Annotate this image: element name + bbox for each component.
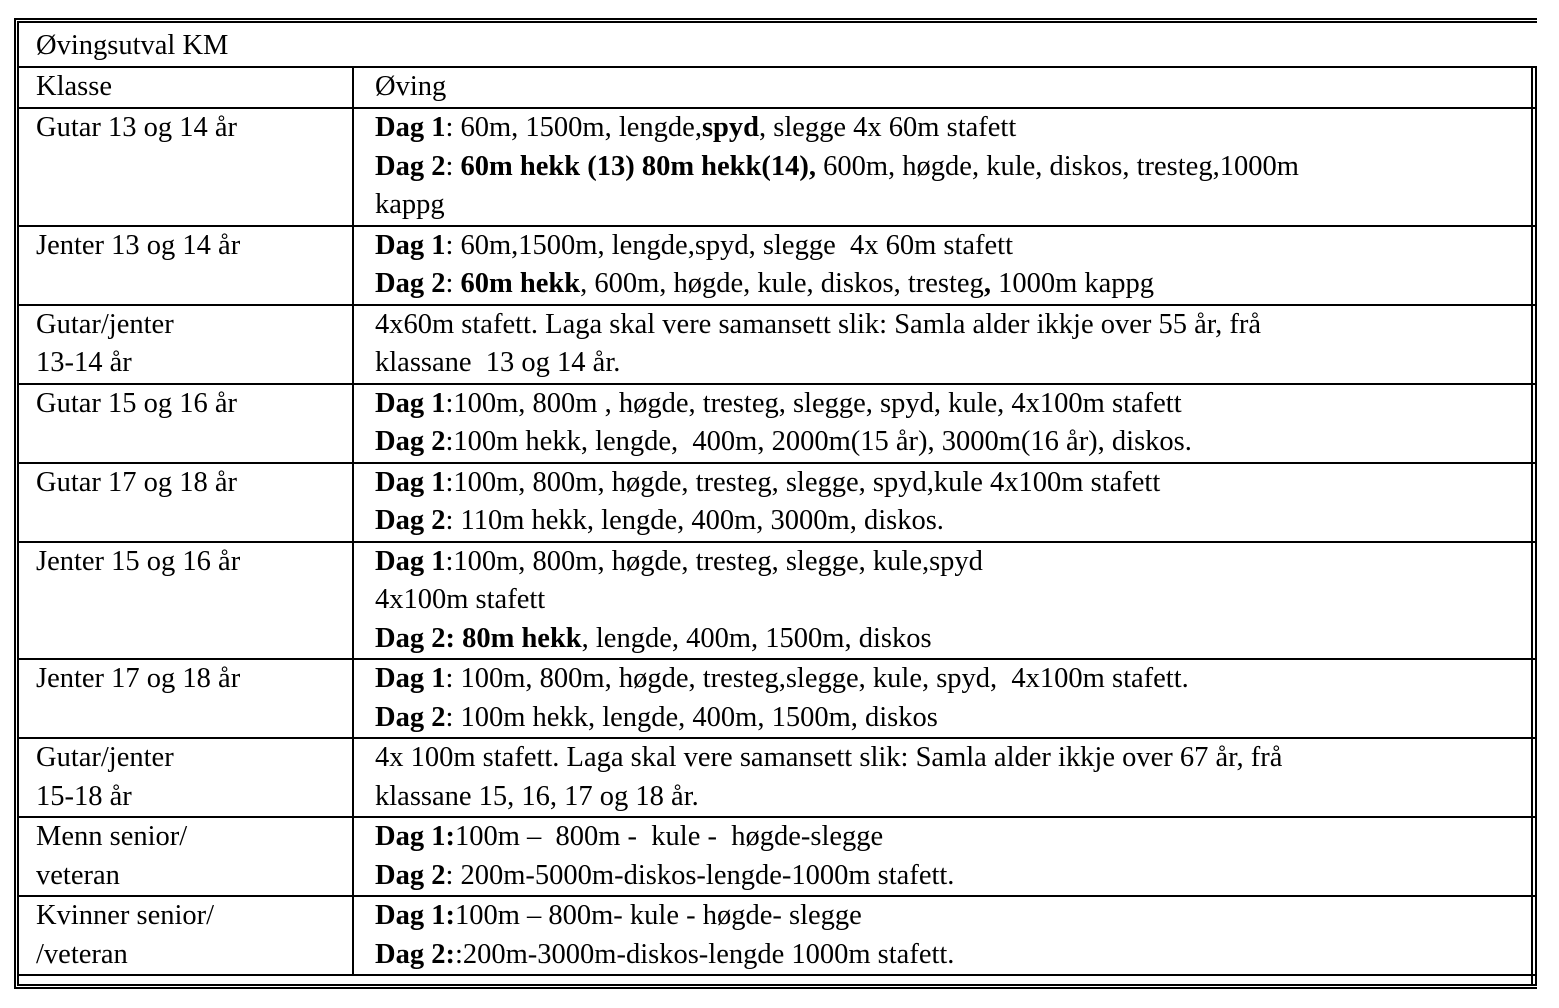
text: , slegge 4x 60m stafett xyxy=(759,112,1017,143)
table-row xyxy=(19,659,1537,738)
oving-line xyxy=(375,502,1509,541)
text: :100m, 800m, høgde, tresteg, slegge, kule,spyd xyxy=(445,545,983,577)
oving-line xyxy=(375,936,1509,975)
oving-line xyxy=(375,423,1509,462)
bold-text: 60m hekk xyxy=(460,268,581,299)
klasse-cell xyxy=(19,738,353,817)
klasse-cell xyxy=(19,384,353,463)
oving-line xyxy=(375,344,1509,383)
text: , 600m, høgde, kule, diskos, tresteg xyxy=(580,268,984,299)
bold-text: Dag 2 xyxy=(375,505,446,536)
bold-text: Dag 2 xyxy=(375,268,446,299)
klasse-cell xyxy=(19,659,353,738)
bold-text: Dag 2 xyxy=(375,701,446,733)
oving-cell xyxy=(353,108,1537,226)
oving-line xyxy=(375,227,1509,266)
klasse-cell xyxy=(19,305,353,384)
bold-text: spyd xyxy=(701,112,759,143)
bold-text: Dag 1 xyxy=(375,545,446,577)
document-frame xyxy=(14,18,1537,989)
oving-line xyxy=(375,306,1509,345)
klasse-cell xyxy=(19,463,353,542)
oving-line xyxy=(375,857,1509,896)
oving-line xyxy=(375,385,1509,424)
oving-line xyxy=(375,581,1509,620)
klasse-label: Gutar/jenter xyxy=(36,308,174,340)
text: klassane 15, 16, 17 og 18 år. xyxy=(375,780,699,812)
table-row xyxy=(19,305,1537,384)
klasse-label: 15-18 år xyxy=(36,780,132,812)
oving-line xyxy=(375,265,1509,304)
text: :100m, 800m , høgde, tresteg, slegge, spyd, kule, 4x100m stafett xyxy=(445,387,1182,419)
table-row xyxy=(19,226,1537,305)
text: : xyxy=(445,268,461,299)
bold-text: Dag 1 xyxy=(375,663,446,694)
bold-text: Dag 2: xyxy=(375,938,455,970)
oving-line xyxy=(375,660,1509,699)
bold-text: Dag 2 xyxy=(375,859,446,891)
table-row xyxy=(19,108,1537,226)
klasse-cell xyxy=(19,542,353,660)
bold-text: Dag 1: xyxy=(375,821,455,852)
oving-cell xyxy=(353,305,1537,384)
klasse-label: Jenter 13 og 14 år xyxy=(36,229,241,261)
text: : 60m,1500m, lengde,spyd, slegge 4x 60m stafett xyxy=(445,229,1014,261)
text: : 60m, 1500m, lengde, xyxy=(445,112,702,143)
oving-cell xyxy=(353,738,1537,817)
klasse-cell xyxy=(19,817,353,896)
oving-line xyxy=(375,109,1509,148)
oving-line xyxy=(375,818,1509,857)
text: :200m-3000m-diskos-lengde 1000m stafett. xyxy=(454,938,955,970)
table-title: Øvingsutval KM xyxy=(36,30,229,61)
oving-cell xyxy=(353,463,1537,542)
klasse-label: Gutar 15 og 16 år xyxy=(36,387,238,419)
bold-text: Dag 2 xyxy=(375,150,446,182)
text: 600m, høgde, kule, diskos, tresteg,1000m xyxy=(816,150,1299,182)
klasse-label: Kvinner senior/ xyxy=(36,900,215,931)
text: kappg xyxy=(375,189,445,220)
header-klasse: Klasse xyxy=(19,67,353,108)
text: 100m – 800m - kule - høgde-slegge xyxy=(454,821,884,852)
table-row xyxy=(19,542,1537,660)
text: :100m, 800m, høgde, tresteg, slegge, spyd,kule 4x100m stafett xyxy=(445,466,1161,498)
bold-text: Dag 1: xyxy=(375,900,455,931)
klasse-label: Jenter 15 og 16 år xyxy=(36,545,241,577)
oving-cell xyxy=(353,226,1537,305)
table-row xyxy=(19,384,1537,463)
table-row xyxy=(19,738,1537,817)
klasse-cell xyxy=(19,226,353,305)
bold-text: 60m hekk (13) 80m hekk(14), xyxy=(460,150,816,182)
table-row xyxy=(19,463,1537,542)
oving-line xyxy=(375,464,1509,503)
oving-line xyxy=(375,699,1509,738)
events-table xyxy=(19,66,1537,976)
text: : 200m-5000m-diskos-lengde-1000m stafett. xyxy=(445,859,955,891)
klasse-label: Menn senior/ xyxy=(36,821,188,852)
table-row xyxy=(19,896,1537,975)
klasse-label: Jenter 17 og 18 år xyxy=(36,663,241,694)
text: : 100m hekk, lengde, 400m, 1500m, diskos xyxy=(445,701,938,733)
oving-line xyxy=(375,620,1509,659)
oving-line xyxy=(375,543,1509,582)
table-row xyxy=(19,817,1537,896)
bold-text: Dag 1 xyxy=(375,112,446,143)
text: : 100m, 800m, høgde, tresteg,slegge, kule, spyd, 4x100m stafett. xyxy=(445,663,1189,694)
header-oving: Øving xyxy=(353,67,1537,108)
oving-line xyxy=(375,186,1509,225)
bold-text: , xyxy=(983,268,991,299)
klasse-label: Gutar/jenter xyxy=(36,742,174,773)
oving-line xyxy=(375,739,1509,778)
bold-text: Dag 1 xyxy=(375,466,446,498)
text: klassane 13 og 14 år. xyxy=(375,347,621,378)
bold-text: Dag 2: 80m hekk xyxy=(375,622,582,654)
text: 4x 100m stafett. Laga skal vere samansett slik: Samla alder ikkje over 67 år, frå xyxy=(375,742,1283,773)
table-header-row xyxy=(19,67,1537,108)
oving-cell xyxy=(353,659,1537,738)
bold-text: Dag 2 xyxy=(375,426,446,457)
oving-cell xyxy=(353,896,1537,975)
text: :100m hekk, lengde, 400m, 2000m(15 år), 3000m(16 år), diskos. xyxy=(445,426,1192,457)
text: 1000m kappg xyxy=(990,268,1155,299)
klasse-cell xyxy=(19,108,353,226)
klasse-label: /veteran xyxy=(36,938,128,970)
text: 100m – 800m- kule - høgde- slegge xyxy=(454,900,862,931)
oving-line xyxy=(375,897,1509,936)
klasse-label: 13-14 år xyxy=(36,347,132,378)
oving-line xyxy=(375,148,1509,187)
klasse-label: Gutar 17 og 18 år xyxy=(36,466,238,498)
text: , lengde, 400m, 1500m, diskos xyxy=(581,622,932,654)
text: : xyxy=(445,150,461,182)
klasse-label: veteran xyxy=(36,859,120,891)
oving-cell xyxy=(353,542,1537,660)
oving-cell xyxy=(353,384,1537,463)
text: 4x60m stafett. Laga skal vere samansett slik: Samla alder ikkje over 55 år, frå xyxy=(375,308,1262,340)
klasse-label: Gutar 13 og 14 år xyxy=(36,112,238,143)
oving-line xyxy=(375,778,1509,817)
text: : 110m hekk, lengde, 400m, 3000m, diskos. xyxy=(445,505,944,536)
bold-text: Dag 1 xyxy=(375,387,446,419)
oving-cell xyxy=(353,817,1537,896)
bold-text: Dag 1 xyxy=(375,229,446,261)
text: 4x100m stafett xyxy=(375,584,546,615)
klasse-cell xyxy=(19,896,353,975)
